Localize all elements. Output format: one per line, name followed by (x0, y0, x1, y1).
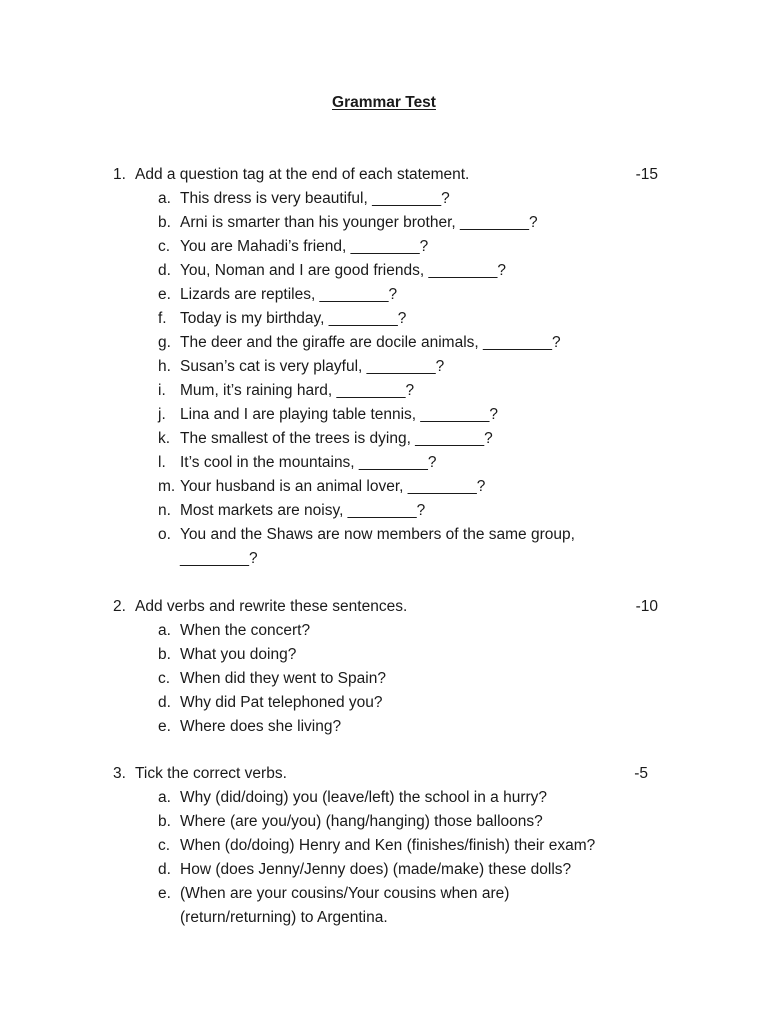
page-title: Grammar Test (332, 94, 436, 111)
item-letter: d. (158, 262, 171, 279)
item-text: It’s cool in the mountains, ________? (180, 454, 437, 471)
item-letter: d. (158, 861, 171, 878)
item-letter: m. (158, 478, 176, 495)
question-score: -5 (634, 765, 648, 782)
question-2 (113, 595, 658, 739)
list-item (113, 475, 658, 499)
item-letter: n. (158, 502, 171, 519)
item-text: Where does she living? (180, 718, 342, 735)
item-letter: c. (158, 238, 171, 255)
item-letter: b. (158, 813, 171, 830)
list-item (113, 786, 658, 810)
list-item (113, 858, 658, 882)
item-letter: k. (158, 430, 171, 447)
list-item (113, 211, 658, 235)
item-letter: e. (158, 286, 171, 303)
question-score: -15 (635, 166, 658, 183)
item-letter: c. (158, 837, 171, 854)
list-item (113, 451, 658, 475)
question-number: 2. (113, 598, 126, 615)
item-letter: a. (158, 789, 171, 806)
item-text: Mum, it’s raining hard, ________? (180, 382, 415, 399)
item-text: (When are your cousins/Your cousins when are) (return/returning) to Argentina. (180, 885, 510, 926)
item-text: You, Noman and I are good friends, ________? (180, 262, 507, 279)
item-letter: f. (158, 310, 167, 327)
list-item (113, 379, 658, 403)
list-item (113, 882, 658, 930)
item-text: Why (did/doing) you (leave/left) the school in a hurry? (180, 789, 548, 806)
item-letter: c. (158, 670, 171, 687)
list-item (113, 523, 658, 571)
question-3 (113, 762, 658, 930)
item-text: When did they went to Spain? (180, 670, 386, 687)
item-letter: j. (158, 406, 166, 423)
item-text: How (does Jenny/Jenny does) (made/make) these dolls? (180, 861, 572, 878)
question-instruction: Add a question tag at the end of each statement. (135, 166, 470, 183)
item-letter: a. (158, 622, 171, 639)
list-item (113, 715, 658, 739)
question-instruction: Tick the correct verbs. (135, 765, 287, 782)
item-text: Susan’s cat is very playful, ________? (180, 358, 445, 375)
item-letter: d. (158, 694, 171, 711)
list-item (113, 283, 658, 307)
list-item (113, 499, 658, 523)
item-letter: l. (158, 454, 166, 471)
list-item (113, 331, 658, 355)
item-text: Your husband is an animal lover, ________? (180, 478, 486, 495)
item-text: The deer and the giraffe are docile animals, ________? (180, 334, 561, 351)
question-header (113, 163, 658, 187)
item-text: You and the Shaws are now members of the same group, ________? (180, 526, 575, 567)
item-letter: h. (158, 358, 171, 375)
item-text: The smallest of the trees is dying, ________? (180, 430, 493, 447)
item-letter: e. (158, 718, 171, 735)
item-text: Lizards are reptiles, ________? (180, 286, 398, 303)
item-text: When the concert? (180, 622, 311, 639)
item-text: When (do/doing) Henry and Ken (finishes/finish) their exam? (180, 837, 596, 854)
item-letter: b. (158, 646, 171, 663)
item-text: Arni is smarter than his younger brother, ________? (180, 214, 538, 231)
item-text: You are Mahadi’s friend, ________? (180, 238, 429, 255)
question-header (113, 595, 658, 619)
list-item (113, 355, 658, 379)
item-text: This dress is very beautiful, ________? (180, 190, 450, 207)
question-items (113, 786, 658, 930)
item-letter: e. (158, 885, 171, 902)
item-letter: a. (158, 190, 171, 207)
list-item (113, 834, 658, 858)
item-letter: i. (158, 382, 166, 399)
question-items (113, 187, 658, 571)
question-instruction: Add verbs and rewrite these sentences. (135, 598, 408, 615)
question-items (113, 619, 658, 739)
list-item (113, 403, 658, 427)
item-text: Why did Pat telephoned you? (180, 694, 383, 711)
item-text: What you doing? (180, 646, 297, 663)
list-item (113, 643, 658, 667)
item-letter: o. (158, 526, 171, 543)
list-item (113, 427, 658, 451)
list-item (113, 259, 658, 283)
item-text: Where (are you/you) (hang/hanging) those balloons? (180, 813, 543, 830)
list-item (113, 619, 658, 643)
question-score: -10 (635, 598, 658, 615)
list-item (113, 667, 658, 691)
list-item (113, 307, 658, 331)
item-text: Lina and I are playing table tennis, ________? (180, 406, 498, 423)
item-letter: g. (158, 334, 171, 351)
item-letter: b. (158, 214, 171, 231)
list-item (113, 187, 658, 211)
list-item (113, 691, 658, 715)
question-number: 1. (113, 166, 126, 183)
question-1 (113, 163, 658, 571)
question-header (113, 762, 658, 786)
question-number: 3. (113, 765, 126, 782)
list-item (113, 235, 658, 259)
list-item (113, 810, 658, 834)
item-text: Most markets are noisy, ________? (180, 502, 426, 519)
item-text: Today is my birthday, ________? (180, 310, 407, 327)
